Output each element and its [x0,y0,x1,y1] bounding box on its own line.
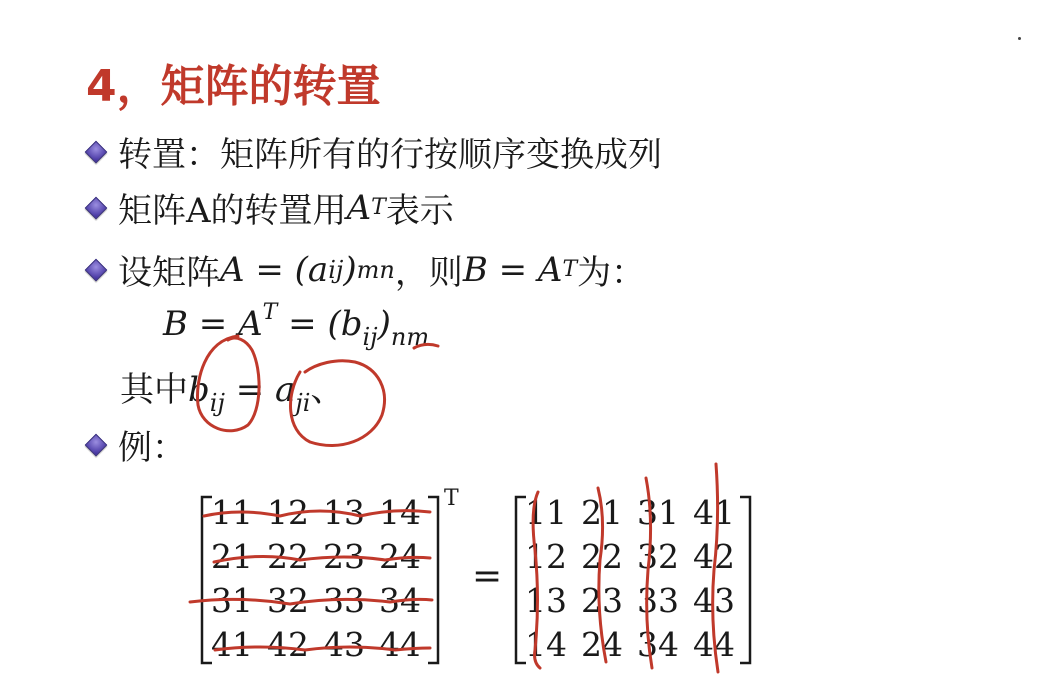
left-matrix-cell: 22 [267,537,309,576]
bullet-prefix: 矩阵A的转置用 [118,191,347,231]
ink-circle-aji [291,361,385,446]
left-matrix-cell: 14 [379,493,421,532]
ink-circle-bij [197,336,259,431]
left-matrix-cell: 31 [211,581,253,620]
bullet-mid: ，则 [394,253,463,293]
where-a: a [275,370,296,410]
left-matrix-cell: 12 [267,493,309,532]
right-matrix-cell: 12 [525,537,567,576]
math-rhs-sup: T [562,257,578,282]
where-prefix: 其中 [120,370,188,410]
left-matrix-cell: 41 [211,625,253,664]
right-matrix-cell: 31 [637,493,679,532]
left-matrix-cell: 11 [211,493,253,532]
math-lhs: A = (a [220,249,329,290]
where-suffix: 、 [310,370,345,410]
right-matrix-cell: 22 [581,537,623,576]
math-rhs: B = A [462,249,563,290]
right-matrix-cell: 24 [581,625,623,664]
formula-mid: = (b [277,304,363,344]
bullet-text: 例： [118,428,186,468]
ink-col-stroke-3 [646,478,652,668]
ink-col-stroke-1 [533,492,540,668]
formula-close: ) [377,304,391,344]
math-sup: T [371,195,386,220]
left-matrix-cell: 34 [379,581,421,620]
formula-close-sub: nm [390,323,430,351]
right-matrix-cell: 14 [525,625,567,664]
left-matrix-cell: 32 [267,581,309,620]
math-base: A [346,187,372,228]
ink-col-stroke-4 [713,464,718,672]
ink-row-stroke-3 [190,599,432,604]
right-matrix-cell: 33 [637,581,679,620]
left-matrix-cell: 33 [323,581,365,620]
ink-row-stroke-2 [214,556,430,562]
where-eq: = [224,370,275,410]
left-matrix-cell: 24 [379,537,421,576]
where-a-sub: ji [295,389,311,417]
formula-sub: ij [362,323,378,351]
left-matrix-cell: 42 [267,625,309,664]
where-b-sub: ij [209,389,225,417]
left-matrix-cell: 23 [323,537,365,576]
equals-sign: = [472,556,503,597]
ink-underline-nm [414,344,438,348]
right-matrix-cell: 41 [693,493,735,532]
right-matrix-cell: 13 [525,581,567,620]
math-lhs-close-sub: mn [356,255,395,284]
left-matrix-cell: 44 [379,625,421,664]
right-matrix-cell: 43 [693,581,735,620]
bullet-text: 转置：矩阵所有的行按顺序变换成列 [118,135,662,175]
right-matrix-cell: 21 [581,493,623,532]
left-matrix-cell: 21 [211,537,253,576]
transpose-mark: T [444,486,459,511]
left-matrix-cell: 43 [323,625,365,664]
right-matrix-cell: 34 [637,625,679,664]
right-matrix-cell: 44 [693,625,735,664]
ink-col-stroke-2 [598,488,606,662]
right-matrix-cell: 23 [581,581,623,620]
right-matrix-cell: 11 [525,493,567,532]
right-matrix-cell: 32 [637,537,679,576]
bullet-suffix: 表示 [385,191,454,231]
ink-row-stroke-4 [215,647,430,650]
right-matrix-cell: 42 [693,537,735,576]
formula-sup: T [262,300,278,325]
left-matrix-cell: 13 [323,493,365,532]
math-lhs-close: ) [343,249,357,290]
ink-row-stroke-1 [204,511,430,516]
formula-lhs: B = A [163,304,263,344]
bullet-prefix: 设矩阵 [118,253,220,293]
where-b: b [188,370,210,410]
bullet-suffix: 为： [577,253,646,293]
math-lhs-sub: ij [328,255,344,284]
slide-title: 4，矩阵的转置 [86,61,381,112]
